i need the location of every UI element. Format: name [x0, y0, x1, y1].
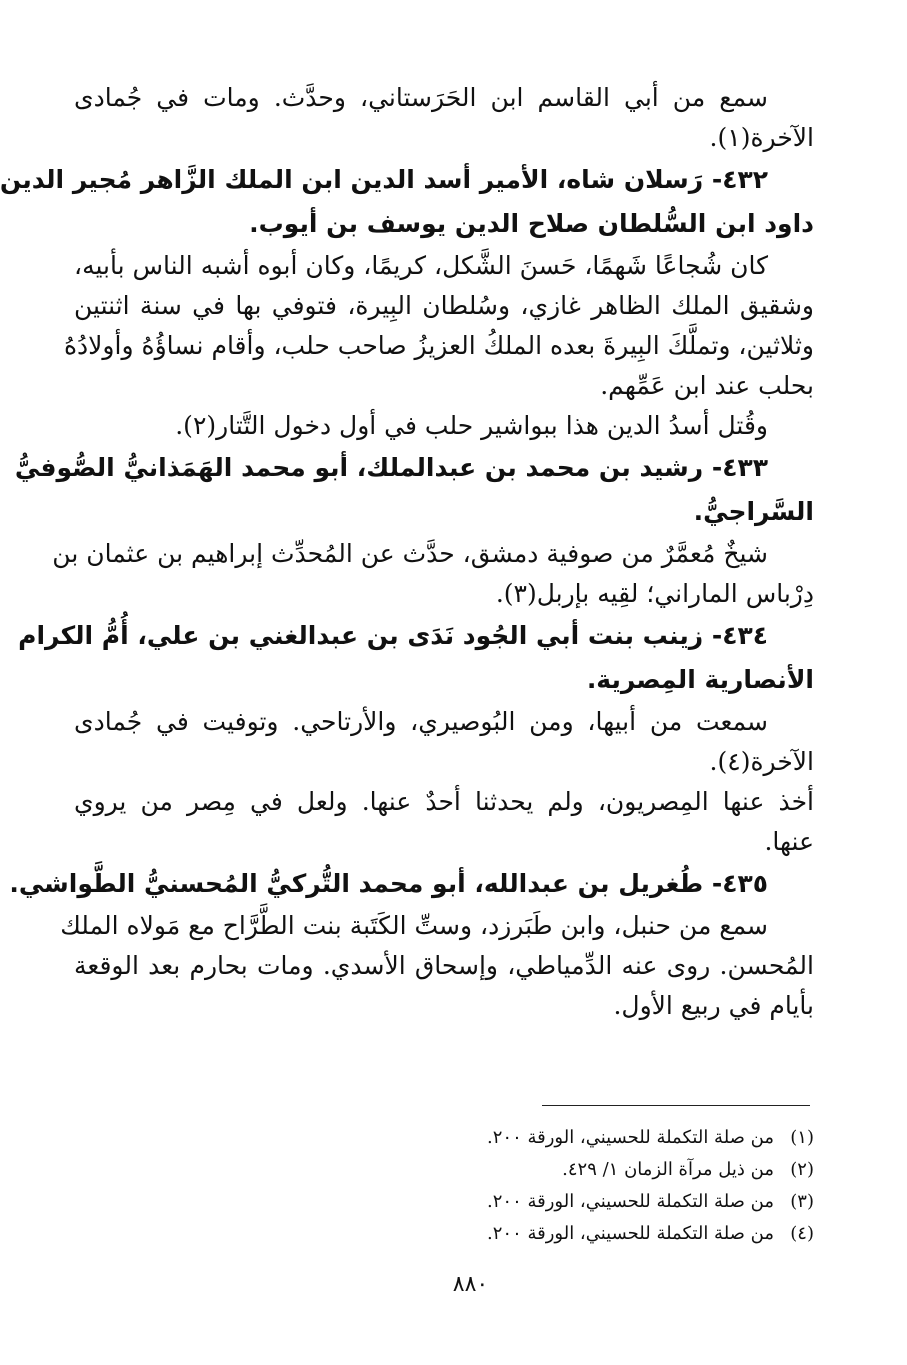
- heading-line: السَّراجيُّ.: [693, 497, 814, 526]
- heading-line: ٤٣٥- طُغريل بن عبدالله، أبو محمد التُّركيُّ المُحسنيُّ الطَّواشي.: [9, 869, 768, 898]
- footnote: [234, 1218, 814, 1250]
- text-line: المُحسن. روى عنه الدِّمياطي، وإسحاق الأسدي. ومات بحارم بعد الوقعة: [74, 951, 814, 980]
- text-line: الآخرة(٤).: [709, 747, 814, 776]
- footnote-text: من صلة التكملة للحسيني، الورقة ٢٠٠.: [487, 1191, 774, 1212]
- entry-heading: [18, 614, 814, 702]
- footnote: [234, 1186, 814, 1218]
- text-line: كان شُجاعًا شَهمًا، حَسنَ الشَّكل، كريمًا، وكان أبوه أشبه الناس بأبيه،: [74, 251, 768, 280]
- body-paragraph: [74, 782, 814, 862]
- body-paragraph: [74, 78, 814, 158]
- body-paragraph: [63, 246, 814, 406]
- text-line: وشقيق الملك الظاهر غازي، وسُلطان البِيرة، فتوفي بها في سنة اثنتين: [74, 291, 814, 320]
- page-body: [0, 78, 814, 1026]
- body-paragraph: [74, 702, 814, 782]
- text-line: عنها.: [764, 827, 814, 856]
- footnotes: [234, 1122, 814, 1250]
- heading-line: ٤٣٢- رَسلان شاه، الأمير أسد الدين ابن الملك الزَّاهر مُجير الدين: [0, 165, 768, 194]
- page-number: ٨٨٠: [452, 1272, 489, 1297]
- entry-heading: [9, 862, 814, 906]
- heading-line: الأنصارية المِصرية.: [586, 665, 814, 694]
- text-line: سمع من حنبل، وابن طَبَرزد، وستِّ الكَتَبة بنت الطَّرَّاح مع مَولاه الملك: [60, 911, 768, 940]
- footnote-divider: [542, 1105, 810, 1106]
- body-paragraph: [74, 406, 814, 446]
- footnote-number: (١): [790, 1127, 814, 1148]
- heading-line: ٤٣٤- زينب بنت أبي الجُود نَدَى بن عبدالغني بن علي، أُمُّ الكرام: [18, 621, 768, 650]
- body-paragraph: [52, 534, 814, 614]
- footnote-text: من صلة التكملة للحسيني، الورقة ٢٠٠.: [487, 1223, 774, 1244]
- text-line: شيخٌ مُعمَّرٌ من صوفية دمشق، حدَّث عن المُحدِّث إبراهيم بن عثمان بن: [52, 539, 768, 568]
- text-line: الآخرة(١).: [709, 123, 814, 152]
- footnote-number: (٢): [790, 1159, 814, 1180]
- entry-heading: [14, 446, 814, 534]
- heading-line: ٤٣٣- رشيد بن محمد بن عبدالملك، أبو محمد الهَمَذانيُّ الصُّوفيُّ: [14, 453, 768, 482]
- footnote: [234, 1154, 814, 1186]
- text-line: بحلب عند ابن عَمِّهم.: [600, 371, 814, 400]
- text-line: سمعت من أبيها، ومن البُوصيري، والأرتاحي. وتوفيت في جُمادى: [74, 707, 768, 736]
- text-line: سمع من أبي القاسم ابن الحَرَستاني، وحدَّث. ومات في جُمادى: [74, 83, 768, 112]
- footnote-text: من صلة التكملة للحسيني، الورقة ٢٠٠.: [487, 1127, 774, 1148]
- body-paragraph: [60, 906, 814, 1026]
- entry-heading: [0, 158, 814, 246]
- footnote: [234, 1122, 814, 1154]
- text-line: وثلاثين، وتملَّكَ البِيرةَ بعده الملكُ العزيزُ صاحب حلب، وأقام نساؤُهُ وأولادُهُ: [63, 331, 814, 360]
- footnote-text: من ذيل مرآة الزمان ١/ ٤٢٩.: [562, 1159, 774, 1180]
- footnote-number: (٤): [790, 1223, 814, 1244]
- text-line: أخذ عنها المِصريون، ولم يحدثنا أحدٌ عنها. ولعل في مِصر من يروي: [74, 787, 814, 816]
- footnote-number: (٣): [790, 1191, 814, 1212]
- text-line: بأيام في ربيع الأول.: [613, 991, 814, 1020]
- heading-line: داود ابن السُّلطان صلاح الدين يوسف بن أيوب.: [249, 209, 814, 238]
- text-line: وقُتل أسدُ الدين هذا ببواشير حلب في أول دخول التَّتار(٢).: [175, 411, 768, 440]
- text-line: دِرْباس الماراني؛ لقِيه بإربل(٣).: [495, 579, 814, 608]
